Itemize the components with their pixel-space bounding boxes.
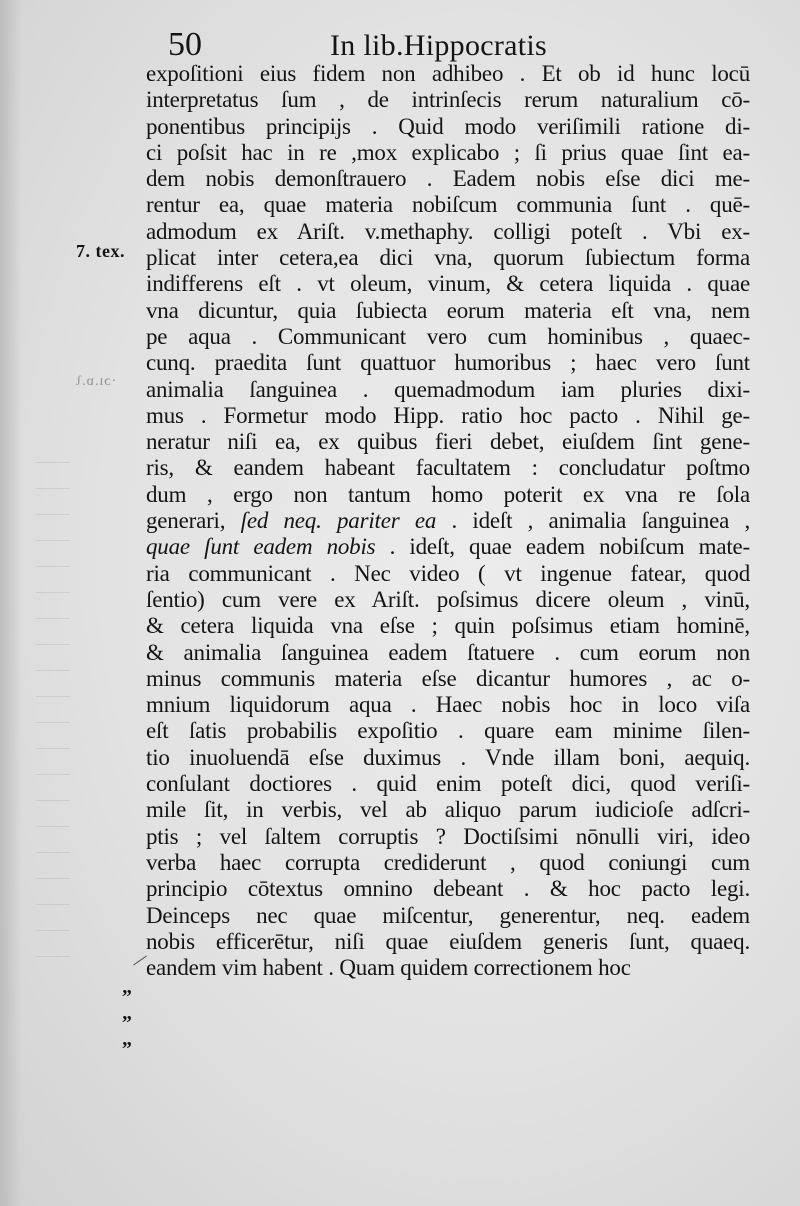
gutter-shadow [0, 0, 22, 1206]
text-line: admodum ex Ariſt. v.methaphy. colligi poteſt . Vbi ex- [146, 218, 750, 244]
text-segment: . ideſt, quae eadem nobiſcum mate- [389, 534, 750, 560]
pen-mark [133, 956, 147, 966]
text-line: mnium liquidorum aqua . Haec nobis hoc in loco viſa [146, 692, 750, 718]
show-through-text [36, 440, 70, 960]
text-line: eſt ſatis probabilis expoſitio . quare eam minime ſilen- [146, 718, 750, 744]
text-line: nobis efficerētur, niſi quae eiuſdem generis ſunt, quaeq. [146, 928, 750, 954]
text-line: mile ſit, in verbis, vel ab aliquo parum iudicioſe adſcri- [146, 797, 750, 823]
text-line: conſulant doctiores . quid enim poteſt dici, quod veriſi- [146, 771, 750, 797]
text-segment: generari, [146, 508, 226, 534]
running-title: In lib.Hippocratis [330, 29, 548, 62]
text-line: tio inuoluendā eſse duximus . Vnde illam boni, aequiq. [146, 744, 750, 770]
margin-note-tex: 7. tex. [76, 241, 125, 261]
text-line: ci poſsit hac in re ,mox explicabo ; ſi prius quae ſint ea- [146, 139, 750, 165]
text-line: ris, & eandem habeant facultatem : concludatur poſtmo [146, 455, 750, 481]
text-line: pe aqua . Communicant vero cum hominibus , quaec- [146, 323, 750, 349]
text-line-mixed [146, 508, 750, 534]
text-line: & animalia ſanguinea eadem ſtatuere . cum eorum non [146, 639, 750, 665]
text-line: cunq. praedita ſunt quattuor humoribus ; haec vero ſunt [146, 350, 750, 376]
text-line: principio cōtextus omnino debeant . & hoc pacto legi. [146, 876, 750, 902]
text-line: dum , ergo non tantum homo poterit ex vna re ſola [146, 481, 750, 507]
quote-mark: „ [122, 976, 132, 998]
text-line: minus communis materia eſse dicantur humores , ac o- [146, 665, 750, 691]
italic-quote: quae ſunt eadem nobis [146, 534, 376, 560]
text-line: eandem vim habent . Quam quidem correctionem hoc [146, 955, 631, 981]
text-line: ſentio) cum vere ex Ariſt. poſsimus dicere oleum , vinū, [146, 586, 750, 612]
text-line: plicat inter cetera,ea dici vna, quorum ſubiectum forma [146, 245, 750, 271]
text-line: animalia ſanguinea . quemadmodum iam pluries dixi- [146, 376, 750, 402]
italic-quote: ſed neq. pariter ea [240, 508, 437, 534]
text-line: ponentibus principijs . Quid modo veriſimili ratione di- [146, 113, 750, 139]
page-header [168, 22, 728, 66]
quote-mark: „ [122, 1028, 132, 1050]
page-number: 50 [168, 26, 202, 63]
text-line: verba haec corrupta crediderunt , quod coniungi cum [146, 849, 750, 875]
text-line: ria communicant . Nec video ( vt ingenue fatear, quod [146, 560, 750, 586]
text-line: mus . Formetur modo Hipp. ratio hoc pacto . Nihil ge- [146, 402, 750, 428]
text-line: expoſitioni eius fidem non adhibeo . Et ob id hunc locū [146, 61, 750, 86]
quote-mark: „ [122, 1002, 132, 1024]
text-line: interpretatus ſum , de intrinſecis rerum naturalium cō- [146, 87, 750, 113]
text-segment: . ideſt , animalia ſanguinea , [451, 508, 750, 534]
text-line-mixed [146, 534, 750, 560]
text-line: ptis ; vel ſaltem corruptis ? Doctiſsimi nōnulli viri, ideo [146, 823, 750, 849]
text-line: Deinceps nec quae miſcentur, generentur, neq. eadem [146, 902, 750, 928]
text-line: rentur ea, quae materia nobiſcum communia ſunt . quē- [146, 192, 750, 218]
main-text-block [146, 61, 750, 981]
text-line: neratur niſi ea, ex quibus fieri debet, eiuſdem ſint gene- [146, 429, 750, 455]
margin-note-faded: ·ɔɪ.ɒ.ʅ [74, 374, 117, 389]
text-line: vna dicuntur, quia ſubiecta eorum materia eſt vna, nem [146, 297, 750, 323]
text-line: indifferens eſt . vt oleum, vinum, & cetera liquida . quae [146, 271, 750, 297]
text-line: & cetera liquida vna eſse ; quin poſsimus etiam hominē, [146, 613, 750, 639]
text-line: dem nobis demonſtrauero . Eadem nobis eſse dici me- [146, 166, 750, 192]
